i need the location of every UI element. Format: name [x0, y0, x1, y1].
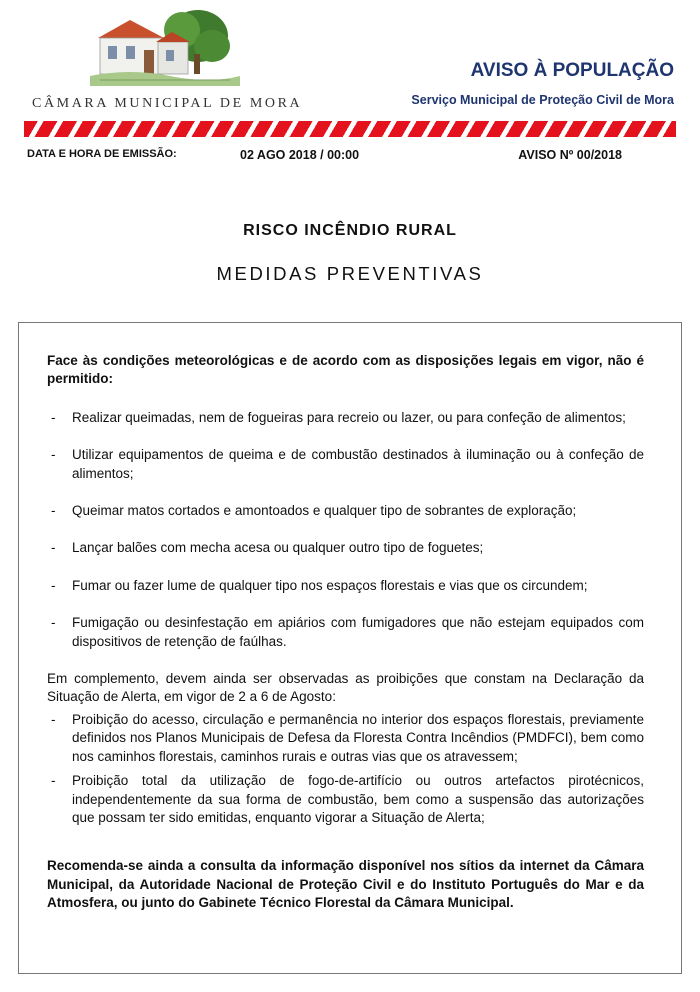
- municipality-logo: [20, 6, 310, 114]
- list-item: - Lançar balões com mecha acesa ou qualquer outro tipo de foguetes;: [47, 539, 644, 557]
- notice-service: Serviço Municipal de Proteção Civil de Mora: [411, 93, 674, 107]
- notice-number: AVISO Nº 00/2018: [518, 148, 622, 162]
- notice-title: AVISO À POPULAÇÃO: [470, 60, 674, 81]
- list-item: - Queimar matos cortados e amontoados e qualquer tipo de sobrantes de exploração;: [47, 502, 644, 520]
- emission-datetime: 02 AGO 2018 / 00:00: [240, 148, 360, 162]
- prohibitions-list: [47, 409, 644, 651]
- municipality-name: CÂMARA MUNICIPAL DE MORA: [32, 96, 303, 111]
- list-item: - Proibição do acesso, circulação e permanência no interior dos espaços florestais, previamente definidos nos Planos Municipais de Defesa da Floresta Contra Incêndios (PMDFCI), bem como nos caminhos florestais, caminhos rurais e outras vias que os atravessem;: [47, 711, 644, 766]
- alert-prohibitions-list: [47, 711, 644, 827]
- measures-heading: MEDIDAS PREVENTIVAS: [216, 263, 484, 284]
- list-item: - Proibição total da utilização de fogo-de-artifício ou outros artefactos pirotécnicos, independentemente da sua forma de combustão, bem como a suspensão das autorizações que possam ter sido emitidas, enquanto vigorar a Situação de Alerta;: [47, 772, 644, 827]
- list-item: - Realizar queimadas, nem de fogueiras para recreio ou lazer, ou para confeção de alimentos;: [47, 409, 644, 427]
- town-hall-illustration: [90, 6, 240, 92]
- recommendation-paragraph: Recomenda-se ainda a consulta da informação disponível nos sítios da internet da Câmara Municipal, da Autoridade Nacional de Proteção Civil e do Instituto Português do Mar e da Atmosfera, ou junto do Gabinete Técnico Florestal da Câmara Municipal.: [47, 858, 644, 911]
- list-item: - Utilizar equipamentos de queima e de combustão destinados à iluminação ou à confeção de alimentos;: [47, 446, 644, 483]
- list-item: - Fumar ou fazer lume de qualquer tipo nos espaços florestais e vias que os circundem;: [47, 577, 644, 595]
- notice-content: [47, 352, 644, 913]
- intro-paragraph: Face às condições meteorológicas e de acordo com as disposições legais em vigor, não é permitido:: [47, 353, 644, 387]
- warning-stripe: [24, 121, 676, 137]
- risk-heading: RISCO INCÊNDIO RURAL: [243, 222, 457, 239]
- list-item: - Fumigação ou desinfestação em apiários com fumigadores que não estejam equipados com dispositivos de retenção de faúlhas.: [47, 614, 644, 651]
- emission-label: DATA E HORA DE EMISSÃO:: [27, 148, 177, 160]
- complement-paragraph: Em complemento, devem ainda ser observadas as proibições que constam na Declaração da Situação de Alerta, em vigor de 2 a 6 de Agosto:: [47, 671, 644, 705]
